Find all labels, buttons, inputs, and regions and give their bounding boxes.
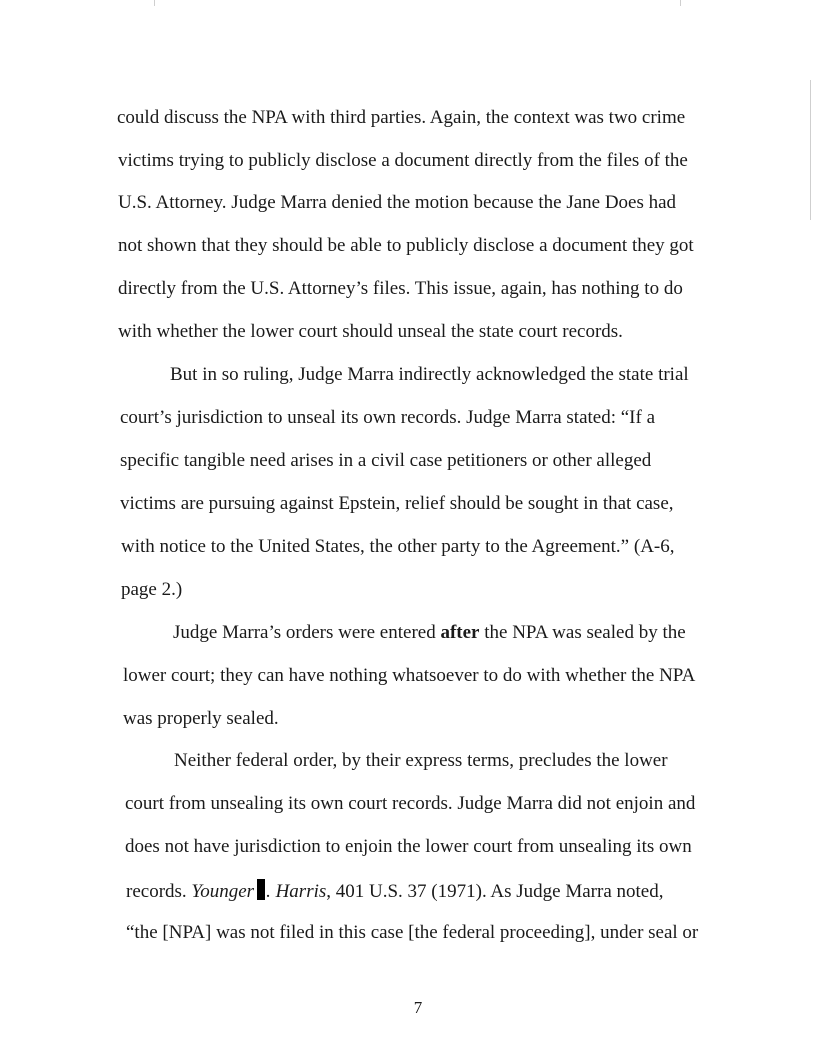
citation-line	[126, 879, 663, 903]
case-name: . Harris	[266, 881, 327, 902]
case-name: Younger	[191, 881, 255, 902]
body-text-line: could discuss the NPA with third parties. Again, the context was two crime	[117, 107, 686, 128]
body-text-line: with notice to the United States, the other party to the Agreement.” (A-6,	[121, 536, 675, 557]
redaction-block	[257, 879, 265, 900]
body-text-line: victims trying to publicly disclose a document directly from the files of the	[118, 150, 688, 171]
page-number: 7	[413, 998, 423, 1017]
body-text-line: directly from the U.S. Attorney’s files. This issue, again, has nothing to do	[118, 278, 683, 299]
body-text-line: specific tangible need arises in a civil case petitioners or other alleged	[120, 450, 652, 471]
emphasis-after: after	[440, 622, 480, 643]
body-text-line: court’s jurisdiction to unseal its own records. Judge Marra stated: “If a	[120, 407, 656, 428]
body-text-line: does not have jurisdiction to enjoin the lower court from unsealing its own	[125, 836, 692, 857]
paragraph-first-line: Neither federal order, by their express terms, precludes the lower	[174, 750, 668, 771]
paragraph-first-line: But in so ruling, Judge Marra indirectly acknowledged the state trial	[170, 364, 689, 385]
text-run: Judge Marra’s orders were entered	[173, 622, 441, 643]
paragraph-first-line	[173, 622, 686, 644]
scan-edge-mark	[154, 0, 155, 6]
body-text-line: lower court; they can have nothing whatsoever to do with whether the NPA	[123, 665, 696, 686]
text-run: the NPA was sealed by the	[479, 622, 686, 643]
scan-edge-mark	[810, 80, 811, 220]
body-text-line: page 2.)	[121, 579, 183, 600]
body-text-line: not shown that they should be able to publicly disclose a document they got	[118, 235, 694, 256]
scan-edge-mark	[680, 0, 681, 6]
text-run: records.	[126, 881, 192, 902]
body-text-line: was properly sealed.	[123, 708, 279, 729]
body-text-line: U.S. Attorney. Judge Marra denied the motion because the Jane Does had	[118, 192, 677, 213]
text-run: , 401 U.S. 37 (1971). As Judge Marra noted,	[326, 881, 664, 902]
body-text-line: court from unsealing its own court records. Judge Marra did not enjoin and	[125, 793, 696, 814]
body-text-line: victims are pursuing against Epstein, relief should be sought in that case,	[120, 493, 674, 514]
body-text-line: “the [NPA] was not filed in this case [the federal proceeding], under seal or	[126, 922, 699, 943]
body-text-line: with whether the lower court should unseal the state court records.	[118, 321, 623, 342]
